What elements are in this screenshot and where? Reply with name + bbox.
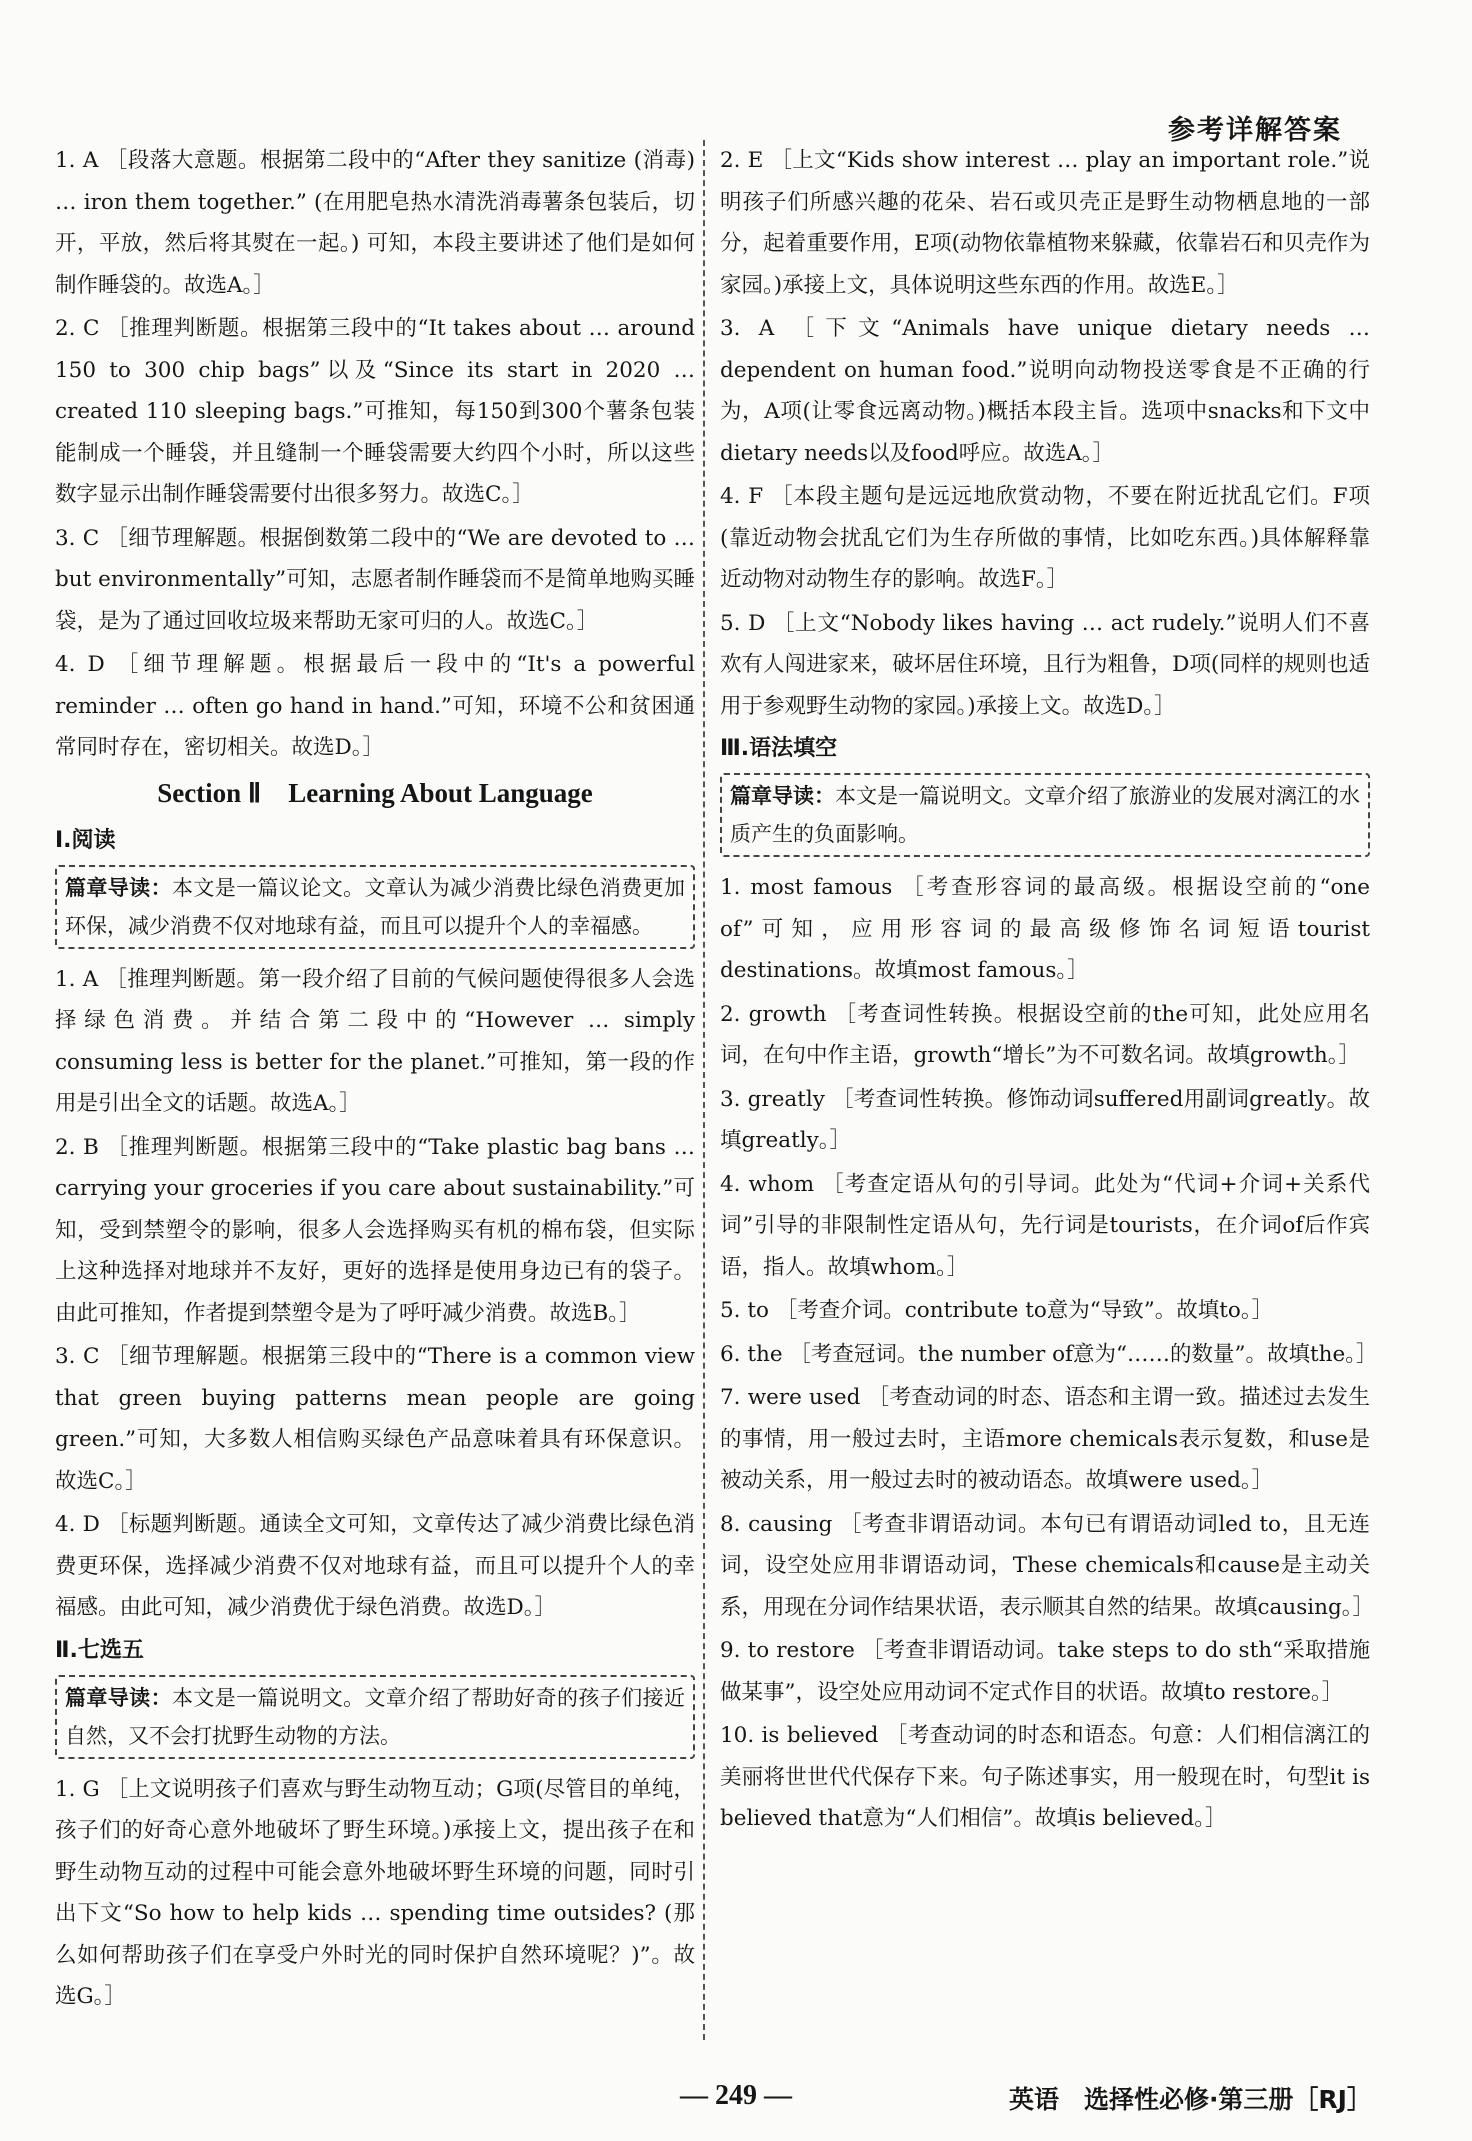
answer-item: 4. whom ［考查定语从句的引导词。此处为“代词+介词+关系代词”引导的非限制性定语从句，先行词是tourists，在介词of后作宾语，指人。故填whom。］: [720, 1171, 1370, 1280]
answer-item: 4. F ［本段主题句是远远地欣赏动物，不要在附近扰乱它们。F项(靠近动物会扰乱它们为生存所做的事情，比如吃东西。)具体解释靠近动物对动物生存的影响。故选F。］: [720, 484, 1370, 592]
column-divider: [703, 140, 705, 2040]
guide-text: 本文是一篇说明文。文章介绍了帮助好奇的孩子们接近自然，又不会打扰野生动物的方法。: [65, 1685, 686, 1748]
reading-guide-box: [55, 865, 695, 949]
grammar-guide-box: [720, 773, 1370, 857]
answer-item: 2. E ［上文“Kids show interest … play an important role.”说明孩子们所感兴趣的花朵、岩石或贝壳正是野生动物栖息地的一部分，起着重要作用，E项(动物依靠植物来躲藏，依靠岩石和贝壳作为家园。)承接上文，具体说明这些东西的作用。故选E。］: [720, 148, 1370, 298]
guide-label: 篇章导读：: [65, 874, 172, 900]
seven-choice-heading: Ⅱ.七选五: [55, 1637, 144, 1663]
reading-answer-list: [55, 959, 695, 1629]
answer-list-passage-a: [55, 140, 695, 769]
seven-choice-answer-list: [55, 1769, 695, 2018]
answer-item: 4. D ［标题判断题。通读全文可知，文章传达了减少消费比绿色消费更环保，选择减少消费不仅对地球有益，而且可以提升个人的幸福感。由此可知，减少消费优于绿色消费。故选D。］: [55, 1512, 695, 1620]
answer-item: 2. growth ［考查词性转换。根据设空前的the可知，此处应用名词，在句中作主语，growth“增长”为不可数名词。故填growth。］: [720, 1001, 1370, 1068]
answer-item: 1. A ［段落大意题。根据第二段中的“After they sanitize (消毒) … iron them together.” (在用肥皂热水清洗消毒薯条包装后，切开，平放，然后将其熨在一起。) 可知，本段主要讲述了他们是如何制作睡袋的。故选A。］: [55, 148, 695, 298]
guide-text: 本文是一篇议论文。文章认为减少消费比绿色消费更加环保，减少消费不仅对地球有益，而且可以提升个人的幸福感。: [65, 875, 686, 938]
seven-choice-guide-box: [55, 1675, 695, 1759]
answer-item: 3. A ［下文“Animals have unique dietary needs … dependent on human food.”说明向动物投送零食是不正确的行为，A项(让零食远离动物。)概括本段主旨。选项中snacks和下文中dietary needs以及food呼应。故选A。］: [720, 316, 1370, 466]
guide-text: 本文是一篇说明文。文章介绍了旅游业的发展对漓江的水质产生的负面影响。: [730, 784, 1360, 846]
answer-item: 1. G ［上文说明孩子们喜欢与野生动物互动；G项(尽管目的单纯，孩子们的好奇心意外地破坏了野生环境。)承接上文，提出孩子在和野生动物互动的过程中可能会意外地破坏野生环境的问题，同时引出下文“So how to help kids … spending time outsides? (那么如何帮助孩子们在享受户外时光的同时保护自然环境呢？)”。故选G。］: [55, 1776, 695, 2009]
answer-item: 10. is believed ［考查动词的时态和语态。句意：人们相信漓江的美丽将世世代代保存下来。句子陈述事实，用一般现在时，句型it is believed that意为“人们相信”。故填is believed。］: [720, 1723, 1370, 1831]
grammar-heading: Ⅲ.语法填空: [720, 736, 838, 761]
left-column: [55, 140, 695, 2020]
answer-item: 1. A ［推理判断题。第一段介绍了目前的气候问题使得很多人会选择绿色消费。并结合第二段中的“However … simply consuming less is better for the planet.”可推知，第一段的作用是引出全文的话题。故选A。］: [55, 966, 695, 1116]
answer-item: 9. to restore ［考查非谓语动词。take steps to do sth“采取措施做某事”，设空处应用动词不定式作目的状语。故填to restore。］: [720, 1638, 1370, 1705]
section-title: Section Ⅱ Learning About Language: [157, 777, 593, 808]
answer-item: 1. most famous ［考查形容词的最高级。根据设空前的“one of”可知，应用形容词的最高级修饰名词短语tourist destinations。故填most famous。］: [720, 875, 1370, 983]
book-label: 英语 选择性必修·第三册［RJ］: [1008, 2085, 1372, 2114]
reading-heading: Ⅰ.阅读: [55, 827, 116, 853]
answer-item: 2. B ［推理判断题。根据第三段中的“Take plastic bag bans … carrying your groceries if you care about sustainability.”可知，受到禁塑令的影响，很多人会选择购买有机的棉布袋，但实际上这种选择对地球并不友好，更好的选择是使用身边已有的袋子。由此可推知，作者提到禁塑令是为了呼吁减少消费。故选B。］: [55, 1134, 695, 1326]
answer-item: 5. D ［上文“Nobody likes having … act rudely.”说明人们不喜欢有人闯进家来，破坏居住环境，且行为粗鲁，D项(同样的规则也适用于参观野生动物的家园。)承接上文。故选D。］: [720, 610, 1370, 719]
guide-label: 篇章导读：: [730, 783, 835, 808]
answer-item: 3. greatly ［考查词性转换。修饰动词suffered用副词greatly。故填greatly。］: [720, 1086, 1370, 1153]
page-header-title: 参考详解答案: [1168, 115, 1342, 146]
guide-label: 篇章导读：: [65, 1684, 172, 1710]
answer-item: 5. to ［考查介词。contribute to意为“导致”。故填to。］: [720, 1298, 1274, 1323]
answer-item: 4. D ［细节理解题。根据最后一段中的“It's a powerful reminder … often go hand in hand.”可知，环境不公和贫困通常同时存在，密切相关。故选D。］: [55, 652, 695, 760]
right-column: [720, 140, 1378, 1842]
answer-item: 7. were used ［考查动词的时态、语态和主谓一致。描述过去发生的事情，用一般过去时，主语more chemicals表示复数，和use是被动关系，用一般过去时的被动语态。故填were used。］: [720, 1385, 1370, 1493]
answer-item: 6. the ［考查冠词。the number of意为“……的数量”。故填the。］: [720, 1341, 1378, 1367]
answer-item: 3. C ［细节理解题。根据倒数第二段中的“We are devoted to … but environmentally”可知，志愿者制作睡袋而不是简单地购买睡袋，是为了通过回收垃圾来帮助无家可归的人。故选C。］: [55, 525, 695, 634]
answer-item: 2. C ［推理判断题。根据第三段中的“It takes about … around 150 to 300 chip bags”以及“Since its start in 2020 … created 110 sleeping bags.”可推知，每150到300个薯条包装能制成一个睡袋，并且缝制一个睡袋需要大约四个小时，所以这些数字显示出制作睡袋需要付出很多努力。故选C。］: [55, 316, 695, 507]
grammar-answer-list: [720, 867, 1378, 1840]
answer-item: 8. causing ［考查非谓语动词。本句已有谓语动词led to，且无连词，设空处应用非谓语动词，These chemicals和cause是主动关系，用现在分词作结果状语，表示顺其自然的结果。故填causing。］: [720, 1511, 1374, 1620]
page-number: — 249 —: [680, 2080, 792, 2111]
answer-item: 3. C ［细节理解题。根据第三段中的“There is a common view that green buying patterns mean people are going green.”可知，大多数人相信购买绿色产品意味着具有环保意识。故选C。］: [55, 1344, 695, 1494]
seven-choice-answer-list-cont: [720, 140, 1370, 727]
